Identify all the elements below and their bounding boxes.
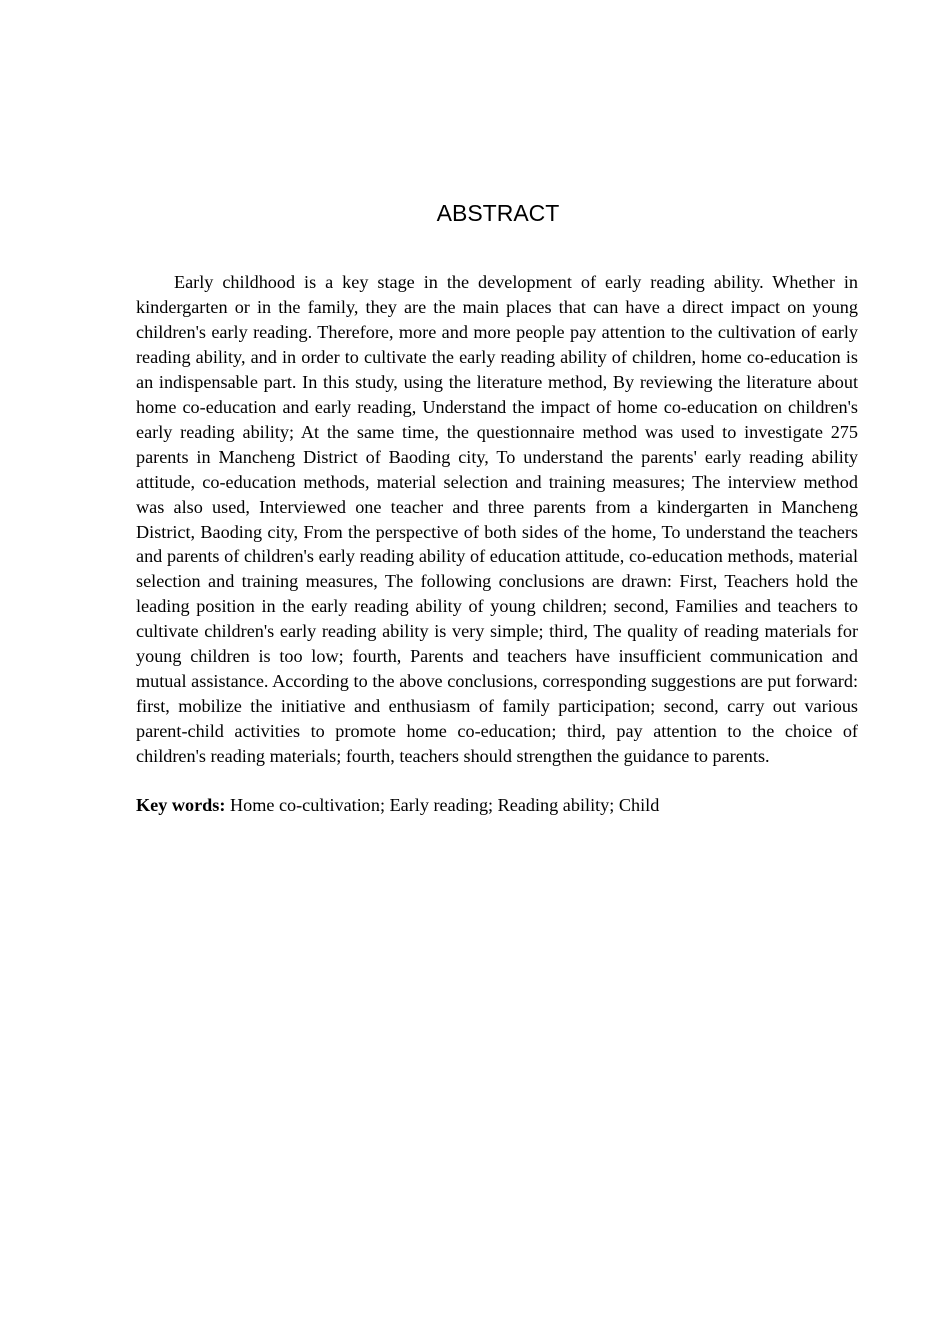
keywords-value: Home co-cultivation; Early reading; Reading ability; Child <box>229 795 660 815</box>
keywords-label: Key words: <box>136 795 226 815</box>
abstract-title: ABSTRACT <box>436 200 560 226</box>
abstract-body: Early childhood is a key stage in the development of early reading ability. Whether in kindergarten or in the family, they are the main places that can have a direct impact on young children's early reading. Therefore, more and more people pay attention to the cultivation of early reading ability, and in order to cultivate the early reading ability of children, home co-education is an indispensable part. In this study, using the literature method, By reviewing the literature about home co-education and early reading, Understand the impact of home co-education on children's early reading ability; At the same time, the questionnaire method was used to investigate 275 parents in Mancheng District of Baoding city, To understand the parents' early reading ability attitude, co-education methods, material selection and training measures; The interview method was also used, Interviewed one teacher and three parents from a kindergarten in Mancheng District, Baoding city, From the perspective of both sides of the home, To understand the teachers and parents of children's early reading ability of education attitude, co-education methods, material selection and training measures, The following conclusions are drawn: First, Teachers hold the leading position in the early reading ability of young children; second, Families and teachers to cultivate children's early reading ability is very simple; third, The quality of reading materials for young children is too low; fourth, Parents and teachers have insufficient communication and mutual assistance. According to the above conclusions, corresponding suggestions are put forward: first, mobilize the initiative and enthusiasm of family participation; second, carry out various parent-child activities to promote home co-education; third, pay attention to the choice of children's reading materials; fourth, teachers should strengthen the guidance to parents. <box>136 272 858 767</box>
keywords-line <box>136 793 858 818</box>
